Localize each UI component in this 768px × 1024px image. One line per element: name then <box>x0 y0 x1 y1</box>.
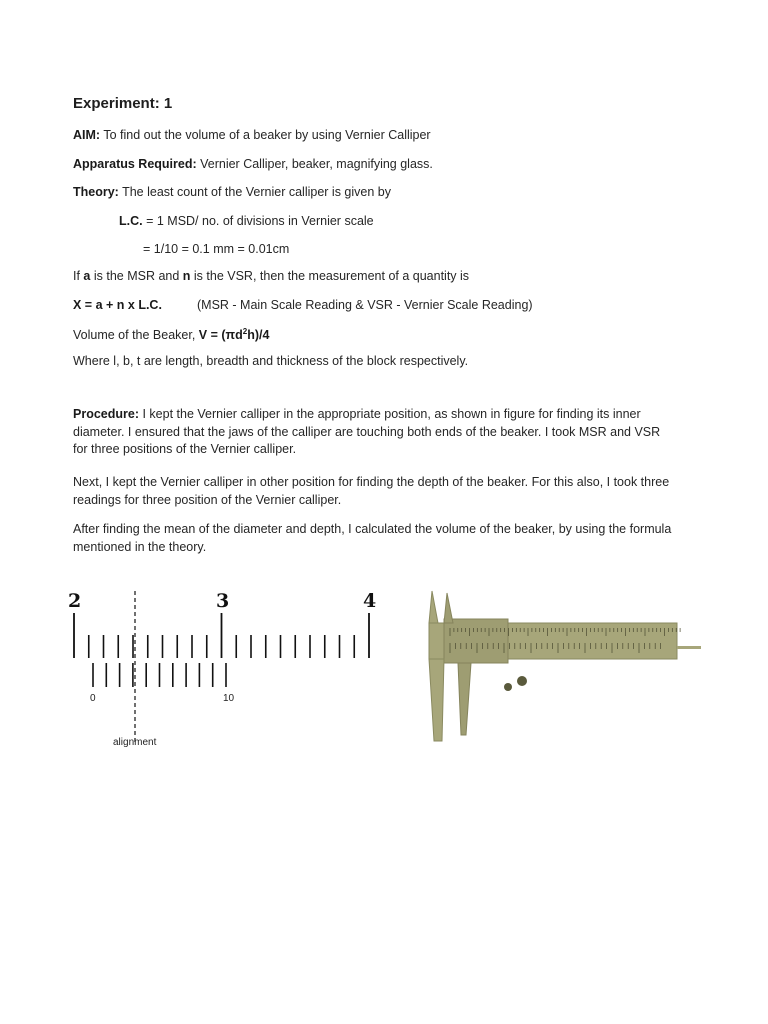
procedure-text: I kept the Vernier calliper in the appropriate position, as shown in figure for finding its inner diameter. I ensured that the jaws of the calliper are touching both ends of the beaker. I took MSR and VSR for three positions of the Vernier calliper. <box>73 407 661 456</box>
procedure-label: Procedure: <box>73 407 139 421</box>
aim-label: AIM: <box>73 128 101 142</box>
vernier-figure <box>66 583 702 763</box>
volume-line <box>73 324 269 343</box>
vernier-label-10: 10 <box>223 693 235 704</box>
experiment-heading: Experiment: 1 <box>73 95 173 112</box>
where-line: Where l, b, t are length, breadth and thickness of the block respectively. <box>73 354 469 368</box>
aim-text: To find out the volume of a beaker by using Vernier Calliper <box>100 128 431 142</box>
alignment-label: alignment <box>113 737 157 748</box>
vernier-label-0: 0 <box>90 693 96 704</box>
formula-expression: X = a + n x L.C. <box>73 298 162 312</box>
least-count-text: = 1 MSD/ no. of divisions in Vernier scale <box>142 214 374 228</box>
formula-line <box>73 297 162 313</box>
formula-note: (MSR - Main Scale Reading & VSR - Vernier Scale Reading) <box>197 298 533 312</box>
var-n: n <box>182 269 191 283</box>
measurement-line <box>73 268 469 284</box>
procedure-paragraph <box>73 406 673 459</box>
var-a: a <box>83 269 91 283</box>
aim-line <box>73 127 431 143</box>
main-scale-label-4: 4 <box>363 590 377 612</box>
least-count-value: = 1/10 = 0.1 mm = 0.01cm <box>143 242 290 256</box>
figure-area <box>66 583 702 763</box>
procedure-paragraph-2: Next, I kept the Vernier calliper in other position for finding the depth of the beaker. For this also, I took three readings for three position of the Vernier calliper. <box>73 475 670 507</box>
least-count-label: L.C. <box>119 214 143 228</box>
volume-formula-v: V = (πd <box>198 328 243 343</box>
vernier-scale-ticks <box>93 663 226 687</box>
measurement-text-2: is the MSR and <box>90 269 183 283</box>
procedure-paragraph-3: After finding the mean of the diameter and depth, I calculated the volume of the beaker, by using the formula mentioned in the theory. <box>73 522 672 554</box>
volume-formula <box>199 328 270 342</box>
vernier-scale-diagram <box>68 590 376 748</box>
theory-label: Theory: <box>73 185 119 199</box>
main-scale-ticks <box>74 613 369 658</box>
theory-text: The least count of the Vernier calliper is given by <box>118 185 391 199</box>
apparatus-label: Apparatus Required: <box>73 157 197 171</box>
apparatus-line <box>73 156 433 172</box>
vernier-calliper-image <box>429 591 701 741</box>
volume-text: Volume of the Beaker, <box>73 328 199 343</box>
main-scale-label-2: 2 <box>68 590 82 612</box>
measurement-text-1: If <box>73 269 84 283</box>
volume-formula-end: h)/4 <box>247 328 270 343</box>
measurement-text-3: is the VSR, then the measurement of a quantity is <box>190 269 470 283</box>
least-count-line <box>119 213 374 229</box>
apparatus-text: Vernier Calliper, beaker, magnifying glass. <box>196 157 433 171</box>
theory-line <box>73 184 391 200</box>
volume-formula-sup: 2 <box>242 327 248 336</box>
main-scale-label-3: 3 <box>216 590 230 612</box>
